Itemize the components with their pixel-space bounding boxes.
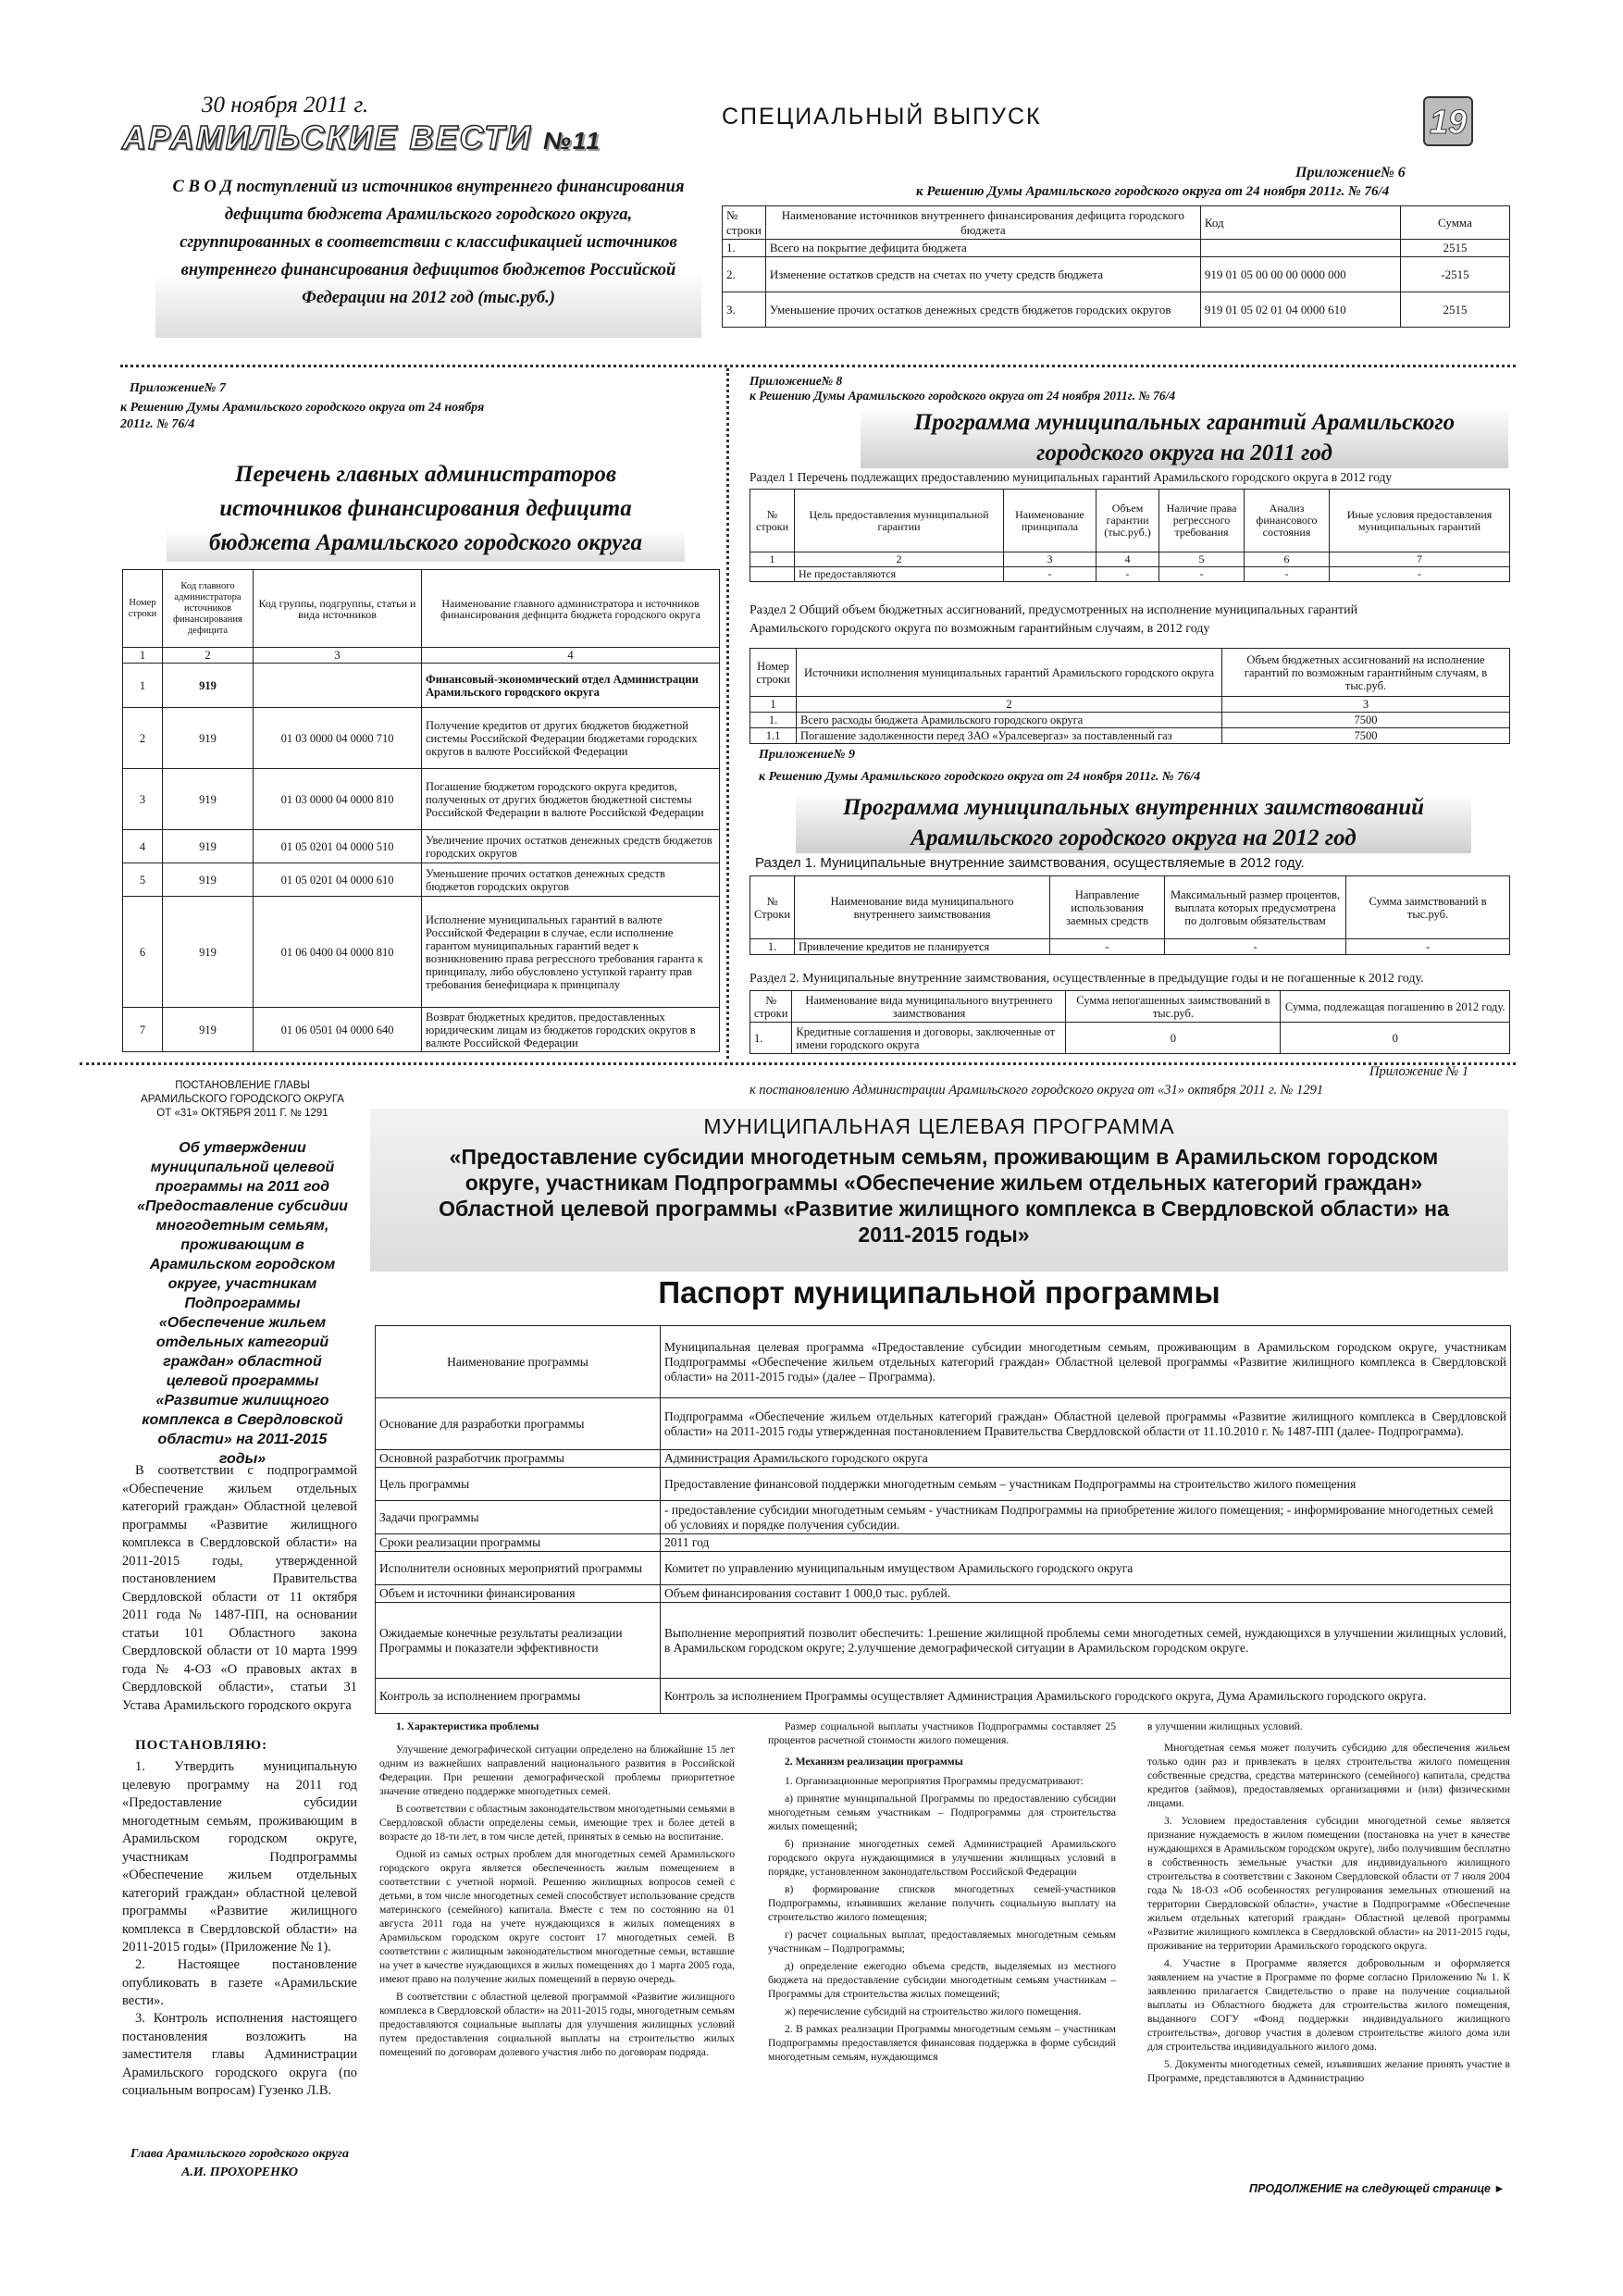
app9-title: Программа муниципальных внутренних заимствований Арамильского городского округа на 2012 год [796,792,1471,853]
table-row: 7 919 01 06 0501 04 0000 640 Возврат бюджетных кредитов, предоставленных юридическим лицам из бюджетов городских округов в валюте Российской Федерации [123,1008,720,1052]
app8-ref: к Решению Думы Арамильского городского округа от 24 ноября 2011г. № 76/4 [750,389,1176,403]
program-name: «Предоставление субсидии многодетным семьям, проживающим в Арамильском городском округе, участникам Подпрограммы «Обеспечение жильем отдельных категорий граждан» Областной целевой программы «Развитие жилищного комплекса в Свердловской области» на 2011-2015 годы» [439,1145,1449,1247]
app9-section1: Раздел 1. Муниципальные внутренние заимствования, осуществляемые в 2012 году. [755,855,1305,871]
newspaper-title: АРАМИЛЬСКИЕ ВЕСТИ №11 [122,118,601,156]
separator [120,365,1516,367]
table-row: 1.1 Погашение задолженности перед ЗАО «Уралсевергаз» за поставленный газ 7500 [750,728,1510,744]
app1-label: Приложение № 1 [1369,1064,1469,1079]
decree-header: ПОСТАНОВЛЕНИЕ ГЛАВЫ АРАМИЛЬСКОГО ГОРОДСКОГО ОКРУГА ОТ «31» ОКТЯБРЯ 2011 Г. № 1291 [141,1080,344,1119]
table-row: Контроль за исполнением программы Контроль за исполнением Программы осуществляет Администрация Арамильского городского округа, Дума Арамильского городского округа. [376,1679,1511,1714]
table-row: 1. Всего расходы бюджета Арамильского городского округа 7500 [750,713,1510,728]
passport-title: Паспорт муниципальной программы [658,1275,1220,1309]
table-row: 1 919 Финансовый-экономический отдел Администрации Арамильского городского округа [123,664,720,708]
decree-item-1: 1. Утвердить муниципальную целевую программу на 2011 год «Предоставление субсидии многодетным семьям, проживающим в Арамильском городском округе, участникам Подпрограммы «Обеспечение жильем отдельных категорий граждан» областной целевой программы «Развитие жилищного комплекса в Свердловской области» на 2011-2015 годы» (Приложение № 1). [122,1759,357,1955]
app1-ref: к постановлению Администрации Арамильского городского округа от «31» октября 2011 г. № 1291 [750,1083,1324,1098]
svod-title: С В О Д поступлений из источников внутреннего финансирования дефицита бюджета Арамильского городского округа, сгруппированных в соответствии с классификацией источников внутреннего финансирования дефицитов бюджетов Российской Федерации на 2012 год (тыс.руб.) [155,169,701,338]
app9-section2: Раздел 2. Муниципальные внутренние заимствования, осуществленные в предыдущие годы и не погашенные к 2012 году. [750,972,1424,986]
table-row: 6 919 01 06 0400 04 0000 810 Исполнение муниципальных гарантий в валюте Российской Федерации в случае, если исполнение гарантом муниципальных гарантий ведет к возникновению права регрессного требования гаранта к принципалу, либо обусловлено уступкой гаранту прав требования бенефициара к принципалу [123,897,720,1008]
table-row: 2. Изменение остатков средств на счетах по учету средств бюджета 919 01 05 00 00 00 0000 000 -2515 [723,257,1510,292]
table-row: 2 919 01 03 0000 04 0000 710 Получение кредитов от других бюджетов бюджетной системы Российской Федерации бюджетами городских округов в валюте Российской Федерации [123,708,720,769]
continued-note: ПРОДОЛЖЕНИЕ на следующей странице ► [1249,2182,1505,2195]
app9-table2: № строки Наименование вида муниципального внутреннего заимствования Сумма непогашенных заимствований в тыс.руб. Сумма, подлежащая погашению в 2012 году. 1. Кредитные соглашения и договоры, заключенные от имени городского округа 0 0 [750,990,1510,1054]
program-heading: МУНИЦИПАЛЬНАЯ ЦЕЛЕВАЯ ПРОГРАММА [703,1114,1175,1138]
text-column-1: 1. Характеристика проблемы Улучшение демографической ситуации определено на ближайшие 15 лет одним из важнейших направлений национального развития в Российской Федерации. При решении демографической проблемы приоритетное значение отведено поддержке многодетных семей. В соответствии с областным законодательством многодетными семьями в Свердловской области определены семьи, имеющие трех и более детей в возрасте до 18-ти лет, в том числе детей, принятых в семью на воспитание. Одной из самых острых проблем для многодетных семей Арамильского городского округа является обеспеченность жилым помещением в соответствии с учетной нормой. Решению жилищных вопросов семей с детьми, в том числе многодетных семей способствует использование средств материнского (семейного) капитала. Вместе с тем по состоянию на 01 августа 2011 года на учете нуждающихся в жилых помещениях в Арамильском городском округе состоит 17 многодетных семей. В соответствии с жилищным законодательством многодетные семьи, вставшие на учет в качестве нуждающихся в жилых помещениях до 1 марта 2005 года, имеют право на получение жилых помещений в первую очередь. В соответствии с областной целевой программой «Развитие жилищного комплекса в Свердловской области» на 2011-2015 годы, многодетным семьям предоставляются социальные выплаты для улучшения жилищных условий путем предоставления социальной выплаты на строительство жилых помещений по договорам долевого участия либо по договорам подряда. [379,1720,735,2058]
issue-date: 30 ноября 2011 г. [202,93,369,118]
app9-ref: к Решению Думы Арамильского городского округа от 24 ноября 2011г. № 76/4 [759,770,1201,784]
separator [80,1062,1516,1065]
separator [726,368,729,1059]
app8-table2: Номер строки Источники исполнения муниципальных гарантий Арамильского городского округа Объем бюджетных ассигнований на исполнение гарантий по возможным гарантийным случаям, в тыс.руб. 1 2 3 1. Всего расходы бюджета Арамильского городского округа 7500 1.1 Погашение задолженности перед ЗАО «Уралсевергаз» за поставленный газ 7500 [750,648,1510,744]
table-row: Ожидаемые конечные результаты реализации Программы и показатели эффективности Выполнение мероприятий позволит обеспечить: 1.решение жилищной проблемы семи многодетных семей, нуждающихся в улучшении жилищных условий, в Арамильском городском округе; 2.улучшение демографической ситуации в Арамильском городском округе. [376,1603,1511,1679]
table-row: Задачи программы - предоставление субсидии многодетным семьям - участникам Подпрограммы на приобретение жилого помещения; - информирование многодетных семей об условиях и порядке получения субсидии. [376,1501,1511,1534]
app7-table: Номер строки Код главного администратора источников финансирования дефицита Код группы, подгруппы, статьи и вида источников Наименование главного администратора и источников финансирования дефицита бюджета городского округа 1 2 3 4 1 919 Финансовый-экономический отдел Администрации Арамильского городского округа 2 919 01 03 0000 04 0000 710 Получение кредитов от других бюджетов бюджетной системы Российской Федерации бюджетами городских округов в валюте Российской Федерации 3 919 01 03 0000 04 0000 810 Погашение бюджетом городского округа кредитов, полученных от других бюджетов бюджетной системы Российской Федерации в валюте Российской Федерации 4 919 01 05 0201 04 0000 510 Увеличение прочих остатков денежных средств бюджетов городских округов 5 919 01 05 0201 04 0000 610 Уменьшение прочих остатков денежных средств бюджетов городских округов 6 919 01 06 0400 04 0000 810 Исполнение муниципальных гарантий в валюте Российской Федерации в случае, если исполнение гарантом муниципальных гарантий ведет к возникновению права регрессного требования гаранта к принципалу, либо обусловлено уступкой гаранту прав требования бенефициара к принципалу 7 919 01 06 0501 04 0000 640 Возврат бюджетных кредитов, предоставленных юридическим лицам из бюджетов городских округов в валюте Российской Федерации [122,569,720,1052]
app8-section1: Раздел 1 Перечень подлежащих предоставлению муниципальных гарантий Арамильского городского округа в 2012 году [750,470,1393,484]
section-title: СПЕЦИАЛЬНЫЙ ВЫПУСК [722,104,1042,130]
decree-preamble: В соответствии с подпрограммой «Обеспечение жильем отдельных категорий граждан» Областной целевой программы «Развитие жилищного комплекса в Свердловской области» на 2011-2015 годы, утвержденной постановлением Правительства Свердловской области от 11 октября 2011 года № 1487-ПП, на основании статьи 101 Областного закона Свердловской области от 10 марта 1999 года № 4-ОЗ «О правовых актах в Свердловской области», статьи 31 Устава Арамильского городского округа [122,1463,357,1713]
app7-ref: к Решению Думы Арамильского городского округа от 24 ноября 2011г. № 76/4 [120,401,485,431]
app8-section2: Раздел 2 Общий объем бюджетных ассигнований, предусмотренных на исполнение муниципальных гарантий Арамильского городского округа по возможным гарантийным случаям, в 2012 году [750,603,1358,636]
table-row: 3. Уменьшение прочих остатков денежных средств бюджетов городских округов 919 01 05 02 01 04 0000 610 2515 [723,292,1510,328]
app7-label: Приложение№ 7 [130,381,226,395]
app6-label: Приложение№ 6 [1295,165,1406,180]
table-row: 1. Кредитные соглашения и договоры, заключенные от имени городского округа 0 0 [750,1023,1510,1054]
decree-item-3: 3. Контроль исполнения настоящего постановления возложить на заместителя главы Администрации Арамильского городского округа (по социальным вопросам) Гузенко Л.В. [122,2011,357,2098]
app8-title: Программа муниципальных гарантий Арамильского городского округа на 2011 год [861,407,1508,468]
table-row: Исполнители основных мероприятий программы Комитет по управлению муниципальным имуществом Арамильского городского округа [376,1552,1511,1585]
passport-table [375,1325,1511,1714]
app7-title: Перечень главных администраторов источников финансирования дефицита бюджета Арамильского городского округа [167,455,685,562]
table-row: Цель программы Предоставление финансовой поддержки многодетным семьям – участникам Подпрограммы на строительство жилого помещения [376,1468,1511,1501]
table-row: 5 919 01 05 0201 04 0000 610 Уменьшение прочих остатков денежных средств бюджетов городских округов [123,863,720,897]
decree-title: Об утверждении муниципальной целевой программы на 2011 год «Предоставление субсидии многодетным семьям, проживающим в Арамильском городском округе, участникам Подпрограммы «Обеспечение жильем отдельных категорий граждан» областной целевой программы «Развитие жилищного комплекса в Свердловской области» на 2011-2015 годы» [137,1140,348,1467]
app6-table: № строки Наименование источников внутреннего финансирования дефицита городского бюджета Код Сумма 1. Всего на покрытие дефицита бюджета 2515 2. Изменение остатков средств на счетах по учету средств бюджета 919 01 05 00 00 00 0000 000 -2515 3. Уменьшение прочих остатков денежных средств бюджетов городских округов 919 01 05 02 01 04 0000 610 2515 [722,205,1510,328]
app8-table1: № строки Цель предоставления муниципальной гарантии Наименование принципала Объем гарантии (тыс.руб.) Наличие права регрессного требования Анализ финансового состояния Иные условия предоставления муниципальных гарантий 1 2 3 4 5 6 7 Не предоставляются - - - - - [750,489,1510,582]
decree-postanovlyayu: ПОСТАНОВЛЯЮ: [135,1738,268,1753]
table-row: 3 919 01 03 0000 04 0000 810 Погашение бюджетом городского округа кредитов, полученных от других бюджетов бюджетной системы Российской Федерации в валюте Российской Федерации [123,769,720,830]
table-row: 4 919 01 05 0201 04 0000 510 Увеличение прочих остатков денежных средств бюджетов городских округов [123,830,720,863]
table-row: Наименование программы Муниципальная целевая программа «Предоставление субсидии многодетным семьям, проживающим в Арамильском городском округе, участникам Подпрограммы «Обеспечение жильем отдельных категорий граждан» Областной целевой программы «Развитие жилищного комплекса в Свердловской области» на 2011-2015 годы» (далее – Программа). [376,1326,1511,1398]
table-row: Сроки реализации программы 2011 год [376,1534,1511,1552]
page-number: 19 [1423,96,1473,146]
table-row: Основание для разработки программы Подпрограмма «Обеспечение жильем отдельных категорий граждан» Областной целевой программы «Развитие жилищного комплекса в Свердловской области» на 2011-2015 годы утвержденная постановлением Правительства Свердловской области от 11.10.2010 г. № 1487-ПП (далее- Подпрограмма). [376,1398,1511,1450]
app9-table1: № Строки Наименование вида муниципального внутреннего заимствования Направление использования заемных средств Максимальный размер процентов, выплата которых предусмотрена по долговым обязательствам Сумма заимствований в тыс.руб. 1. Привлечение кредитов не планируется - - - [750,875,1510,955]
table-row: Не предоставляются - - - - - [750,567,1510,582]
app6-ref: к Решению Думы Арамильского городского округа от 24 ноября 2011г. № 76/4 [916,184,1390,199]
table-row: Основной разработчик программы Администрация Арамильского городского округа [376,1450,1511,1468]
app9-label: Приложение№ 9 [759,748,855,762]
table-row: Объем и источники финансирования Объем финансирования составит 1 000,0 тыс. рублей. [376,1585,1511,1603]
text-column-3: в улучшении жилищных условий. Многодетная семья может получить субсидию для обеспечения жильем только один раз и привлекать в целях строительства жилого помещения собственные средства, средства материнского (семейного) капитала, средства кредитов (займов), предоставляемых организациями и (или) физическими лицами. 3. Условием предоставления субсидии многодетной семье является признание нуждаемость в жилом помещении (постановка на учет в качестве нуждающихся в Арамильском городском округе), либо получившим бесплатно в собственность земельные участки для индивидуального жилищного строительства в соответствии с Законом Свердловской области от 7 июля 2004 года № 18-ОЗ «Об особенностях регулирования земельных отношений на территории Свердловской области», участие в Подпрограмме «Обеспечение жильем отдельных категорий граждан» Областной целевой программы «Развитие жилищного комплекса в Свердловской области» на 2011-2015 годы, проживание на территории Арамильского городского округа. 4. Участие в Программе является добровольным и оформляется заявлением на участие в Программе по форме согласно Приложению № 1. К заявлению прилагается Свидетельство о праве на получение социальной выплаты из Областного бюджета для строительства жилого помещения, выданного СОГУ «Фонд поддержки индивидуального жилищного строительства», договор участия в долевом строительстве жилого дома или для строительства индивидуального жилого дома. 5. Документы многодетных семей, изъявивших желание принять участие в Программе, представляются в Администрацию [1147,1720,1510,2084]
decree-item-2: 2. Настоящее постановление опубликовать в газете «Арамильские вести». [122,1957,357,2008]
table-row: 1. Привлечение кредитов не планируется - - - [750,939,1510,955]
decree-signature: Глава Арамильского городского округа А.И. ПРОХОРЕНКО [130,2147,349,2179]
text-column-2: Размер социальной выплаты участников Подпрограммы составляет 25 процентов расчетной стоимости жилого помещения. 2. Механизм реализации программы 1. Организационные мероприятия Программы предусматривают: а) принятие муниципальной Программы по предоставлению субсидии многодетным семьям участникам – Подпрограммы для строительства жилых помещений; б) признание многодетных семей Администрацией Арамильского городского округа нуждающимися в улучшении жилищных условий в порядке, установленном законодательством Российской Федерации в) формирование списков многодетных семей-участников Подпрограммы, изъявивших желание получить социальную выплату на строительство жилого помещения; г) расчет социальных выплат, предоставляемых многодетным семьям участникам – Подпрограммы; д) определение ежегодно объема средств, выделяемых из местного бюджета на предоставление субсидии многодетным семьям участникам – Программы для строительства жилых помещений; ж) перечисление субсидий на строительство жилого помещения. 2. В рамках реализации Программы многодетным семьям – участникам Подпрограммы предоставляется финансовая поддержка в форме субсидий многодетным семьям, нуждающимся [768,1720,1116,2063]
app8-label: Приложение№ 8 [750,374,843,388]
table-row: 1. Всего на покрытие дефицита бюджета 2515 [723,240,1510,257]
